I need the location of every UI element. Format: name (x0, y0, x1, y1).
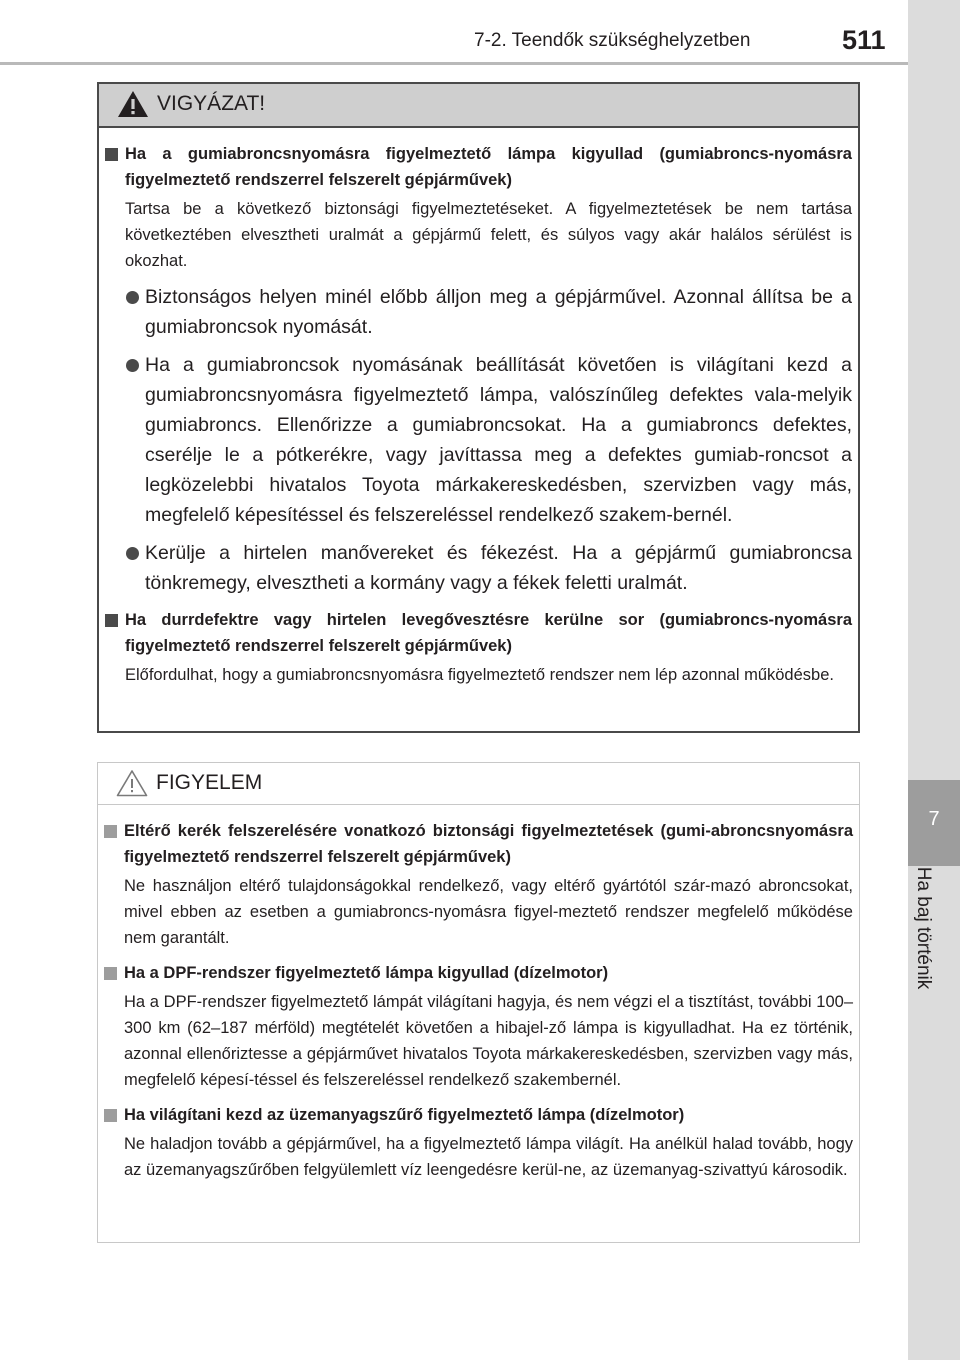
header-rule (0, 62, 908, 65)
caution-box-header (98, 763, 859, 805)
chapter-side-tab (908, 0, 960, 1360)
warning-item-text: Tartsa be a következő biztonsági figyelmeztetéseket. A figyelmeztetések be nem tartása következtében elvesztheti uralmát a gépjármű felett, és súlyos vagy akár halálos sérülést is okozhat. (125, 200, 852, 270)
caution-item-heading: Eltérő kerék felszerelésére vonatkozó biztonsági figyelmeztetések (gumi-abroncsnyomásra figyelmeztető rendszerrel felszerelt gépjárművek) (104, 818, 853, 870)
caution-item-heading: Ha világítani kezd az üzemanyagszűrő figyelmeztető lámpa (dízelmotor) (104, 1102, 853, 1128)
warning-item-heading: Ha durrdefektre vagy hirtelen levegővesztésre kerülne sor (gumiabroncs-nyomásra figyelmeztető rendszerrel felszerelt gépjárművek) (105, 607, 852, 659)
caution-box (97, 762, 860, 1243)
chapter-number: 7 (928, 808, 940, 830)
caution-box-body (98, 805, 859, 1183)
caution-item-text: Ne haladjon tovább a gépjárművel, ha a figyelmeztető lámpa világít. Ha anélkül halad tovább, hogy az üzemanyagszűrőben felgyülemlett víz leengedésre kerül-ne, az üzemanyag-szivattyú károsodik. (124, 1135, 853, 1179)
square-bullet-icon (105, 148, 118, 161)
warning-box (97, 82, 860, 733)
round-bullet-icon (126, 547, 139, 560)
warning-box-header (99, 84, 858, 128)
warning-bullet: Biztonságos helyen minél előbb álljon meg a gépjárművel. Azonnal állítsa be a gumiabroncsok nyomását. (105, 282, 852, 342)
warning-box-title: VIGYÁZAT! (157, 92, 266, 115)
caution-box-title: FIGYELEM (156, 771, 263, 794)
warning-bullet: Kerülje a hirtelen manővereket és fékezést. Ha a gépjármű gumiabroncsa tönkremegy, elvesztheti a kormány vagy a fékek feletti uralmát. (105, 538, 852, 598)
caution-item-text: Ne használjon eltérő tulajdonságokkal rendelkező, vagy eltérő gyártótól szár-mazó abroncsokat, mivel ebben az esetben a gumiabroncs-nyomásra figyel-meztető rendszer megfelelő működése nem garantált. (124, 877, 853, 947)
caution-item-heading: Ha a DPF-rendszer figyelmeztető lámpa kigyullad (dízelmotor) (104, 960, 853, 986)
square-bullet-icon (104, 825, 117, 838)
warning-box-body (99, 128, 858, 688)
warning-bullet: Ha a gumiabroncsok nyomásának beállítását követően is világítani kezd a gumiabroncsnyomásra figyelmeztető lámpa, valószínűleg defektes vala-melyik gumiabroncs. Ellenőrizze a gumiabroncsokat. Ha a gumiabroncs defektes, cserélje le a pótkerékre, vagy javíttassa meg a defektes gumiab-roncsot a legközelebbi hivatalos Toyota márkakereskedésben, szervizben vagy más, megfelelő képesítéssel és felszereléssel rendelkező szakem-bernél. (105, 350, 852, 530)
section-title: 7-2. Teendők szükséghelyzetben (474, 30, 751, 51)
round-bullet-icon (126, 359, 139, 372)
chapter-label: Ha baj történik (913, 866, 934, 990)
warning-item-heading: Ha a gumiabroncsnyomásra figyelmeztető lámpa kigyullad (gumiabroncs-nyomásra figyelmeztető rendszerrel felszerelt gépjárművek) (105, 141, 852, 193)
square-bullet-icon (104, 1109, 117, 1122)
warning-item-text: Előfordulhat, hogy a gumiabroncsnyomásra figyelmeztető rendszer nem lép azonnal működésbe. (125, 666, 834, 684)
caution-triangle-icon (116, 769, 148, 797)
page-number: 511 (842, 25, 886, 55)
caution-item-text: Ha a DPF-rendszer figyelmeztető lámpát világítani hagyja, és nem végzi el a tisztítást, további 100–300 km (62–187 mérföld) megtételét követően a hibajel-ző lámpa is kigyulladhat. Ha ez történik, azonnal ellenőriztesse a gépjárművet hivatalos Toyota márkakereskedésben, szervizben vagy más, megfelelő képesí-téssel és felszereléssel rendelkező szakembernél. (124, 993, 853, 1089)
square-bullet-icon (104, 967, 117, 980)
warning-triangle-icon (117, 90, 149, 118)
round-bullet-icon (126, 291, 139, 304)
square-bullet-icon (105, 614, 118, 627)
